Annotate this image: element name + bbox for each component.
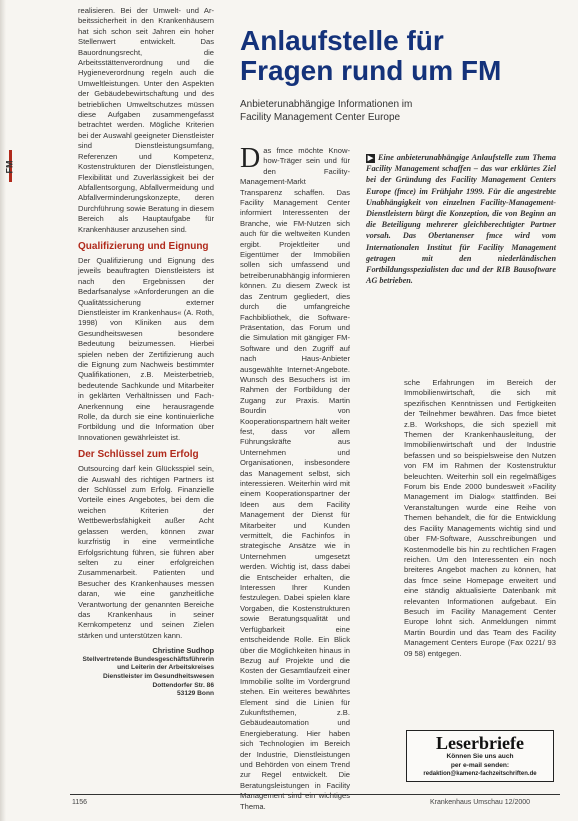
article-title-line-1: Anlaufstelle für xyxy=(240,25,444,56)
intro-arrow-icon: ▶ xyxy=(367,154,374,162)
article-subtitle-line-2: Facility Management Center Europe xyxy=(240,112,401,123)
article-right-column xyxy=(404,378,556,716)
middle-column-text: as fmce möchte Know-how-Träger sein und für den Facility-Management-Markt Transparenz schaffen. Das Facility Management Center informiert Interessenten der Branche, wie FM-Nutzen sich auch für die weltweiten Kunden ergibt. Projektleiter und Eigentümer der Immobilien sollen sich umfassend und betreiberunabhängig informieren können. Zu diesem Zweck ist das Zentrum gegliedert, dies durch die umfangreiche Fachbibliothek, die Software-Präsentation, das Forum und die Simulation mit gängiger FM-Software und den Zugriff auf nach Haus-Anbieter ausgewählte Internet-Angebote. Wunsch des Besuchers ist im Rahmen der Fortbildung der Zugang zur Praxis. Martin Bourdin von Kooperationspartnern hält weiter fest, dass vor allem Führungskräfte aus Unternehmen und Organisationen, insbesondere das Management selbst, sich interessieren. Weiterhin wird mit einem Kooperationspartner der Ideen aus dem Facility Management der Dienst für Mitarbeiter und Kunden vermittelt, die Fachinfos in strategische Ansätze wie in Unternehmen umgesetzt werden. Wichtig ist, dass dabei die Entscheider erhalten, die Interessen Ihrer Kunden festzulegen. Dabei spielen klare Vorgaben, die Kostenstrukturen sowie Beratungsqualität und Verfügbarkeit eine entscheidende Rolle. Ein Blick über die Möglichkeiten hinaus in Bezug auf Projekte und die Kosten der Gesamtlaufzeit einer Immobilie sollte im Vordergrund stehen. Ein weiteres bewährtes Element sind die Linien für Zukunftsthemen, z.B. Gebäudeautomation und Energieberatung. Hier haben sich Technologien im Bereich der Industrie, Dienstleistungen und Behörden von einem Trend zur Regel entwickelt. Die Beratungsleistungen in Facility Management sind ein wichtiges Thema. xyxy=(240,146,350,811)
publication-name: Krankenhaus Umschau 12/2000 xyxy=(430,799,531,806)
article-intro xyxy=(366,152,556,286)
page-spine-shadow xyxy=(0,0,6,821)
left-paragraph-2: Der Qualifizierung und Eignung des jeweils beauftragten Dienstleisters ist nach den Ergebnissen der Bedarfsanalyse »Anforderungen an die Qualitätssicherung externer Dienstleister im Krankenhaus« (A. Roth, 1998) von Kliniken aus dem Gesundheitswesen besondere Bedeutung beizumessen. Hierbei spielen neben der Zertifizierung auch die Eignung zum Nachweis bestimmter Qualifikationen, z.B. Meisterbetrieb, bedeutende Sachkunde und Mitarbeiter in geklärten Verhältnissen und Fach-Anerkennung eine herausragende Rolle, da durch sie eine kontinuierliche Fortbildung und die Information über Innovationen gewährleistet ist. xyxy=(78,255,214,442)
section-label-text: FM xyxy=(4,160,15,174)
footer-rule xyxy=(70,794,560,795)
letters-box xyxy=(406,730,554,782)
signature-line: 53129 Bonn xyxy=(176,690,214,698)
left-paragraph-3: Outsourcing darf kein Glücksspiel sein, die Auswahl des richtigen Partners ist der Schlüssel zum Erfolg. Finanzielle Vorteile eines Angebotes, bei dem die weichen Kriterien der Wettbewerbsfähigkeit außer Acht gelassen werden, können zwar kurzfristig in eine vermeintliche Erfolgsrichtung führen, sie führen aber selten zu einer erfolgreichen Zusammenarbeit. Patienten und Besucher des Krankenhauses messen daran, wie eine ganzheitliche Verantwortung der genannten Bereiche das Krankenhaus in seiner Kernkompetenz und seinen Zielen stärken und unterstützen kann. xyxy=(78,464,214,640)
article-subtitle xyxy=(240,98,560,124)
letters-box-line: per e-mail senden: xyxy=(450,761,510,769)
signature-block xyxy=(78,647,214,699)
article-subtitle-line-1: Anbieterunabhängige Informationen im xyxy=(240,99,413,110)
page-number: 1156 xyxy=(72,799,88,806)
letters-box-line: Können Sie uns auch xyxy=(446,753,514,760)
heading-qualifizierung: Qualifizierung und Eignung xyxy=(78,240,209,252)
right-column-text: sche Erfahrungen im Bereich der Immobilienwirtschaft, die sich mit spezifischen Kenntnissen und Fertigkeiten der Teilnehmer bewähren. Das fmce bietet z.B. Workshops, die sich speziell mit Themen der Krankenhausleitung, der Immobilienwirtschaft und der Industrie befassen und so beispielsweise den Nutzen von FM im Rahmen der Kostenstruktur beleuchten. Weiterhin soll ein regelmäßiges Forum bis Ende 2000 bundesweit »Facility Management im Dialog« stattfinden. Bei Veranstaltungen wurde eine Reihe von Themen behandelt, die für die Entwicklung des Facility Managements wichtig sind und über FM-Software, Ausschreibungen und Kostenmodelle bis hin zu rechtlichen Fragen reichen. Um den Interessenten ein noch breiteres Angebot machen zu können, hat das fmce seine Homepage erweitert und eine ständig aktualisierte Datenbank mit relevanten Informationen aufgebaut. Ein Besuch im Facility Management Center Europe lohnt sich. Anmeldungen nimmt Martin Bourdin und das Team des Facility Management Centers Europe (Fax 0221/ 93 09 58) entgegen. xyxy=(404,378,556,658)
signature-line: und Leiterin der Arbeitskreises xyxy=(117,664,214,672)
article-title xyxy=(240,26,570,86)
signature-line: Dottendorfer Str. 86 xyxy=(152,681,214,689)
article-middle-column xyxy=(240,143,350,811)
letters-box-email[interactable]: redaktion@kamenz-fachzeitschriften.de xyxy=(423,771,537,778)
letters-box-title: Leserbriefe xyxy=(436,733,524,753)
left-paragraph-1: realisieren. Bei der Umwelt- und Ar-beitssicherheit in den Krankenhäusern hat sich schon seit Jahren ein hoher Stellenwert entwickelt. Das Bauordnungsrecht, die Arbeitsstättenverordnung und die Hygieneverordnung regeln auch die Umweltleistungen. Unter den Aspekten der Gebäudebewirtschaftung und des betrieblichen Umweltschutzes müssen diese Aufgaben zusammengefasst betrachtet werden. Mögliche Kriterien bei der Auswahl geeigneter Dienstleister sind Dienstleistungsumfang, Referenzen und Kompetenz, Kostenstrukturen der Dienstleistungen, Flexibilität und Zuverlässigkeit bei der Abfallentsorgung, Abfallvermeidung und Abfallverminderungskonzepte, deren Durchführung sowie Beratung in diesem Bereich als Hauptaufgabe für Krankenhäuser anzusehen sind. xyxy=(78,6,214,234)
article-title-line-2: Fragen rund um FM xyxy=(240,55,502,86)
section-label xyxy=(4,150,23,180)
intro-text: Eine anbieterunabhängige Anlaufstelle zum Thema Facility Management schaffen – das war erklärtes Ziel bei der Gründung des Facility Management Centers Europe (fmce) im Frühjahr 1999. Für die angestrebte Unabhängigkeit von einzelnen Facility-Management-Dienstleistern bürgt die Konzeption, die von Beginn an die Beteiligung mehrerer gleichberechtigter Partner vorsah. Das Obertanenser fmce wird vom Internationalen Institut für Facility Management getragen mit den niederländischen Fortbildungsspezialisten dac und der RIB Bausoftware AG betrieben. xyxy=(366,153,556,286)
heading-schluessel: Der Schlüssel zum Erfolg xyxy=(78,449,199,461)
signature-line: Stellvertretende Bundesgeschäftsführerin xyxy=(82,655,214,663)
signature-line: Dienstleister im Gesundheitswesen xyxy=(102,672,214,680)
article-dropcap: D xyxy=(240,143,261,174)
signature-name: Christine Sudhop xyxy=(152,646,214,656)
left-column xyxy=(78,6,214,699)
